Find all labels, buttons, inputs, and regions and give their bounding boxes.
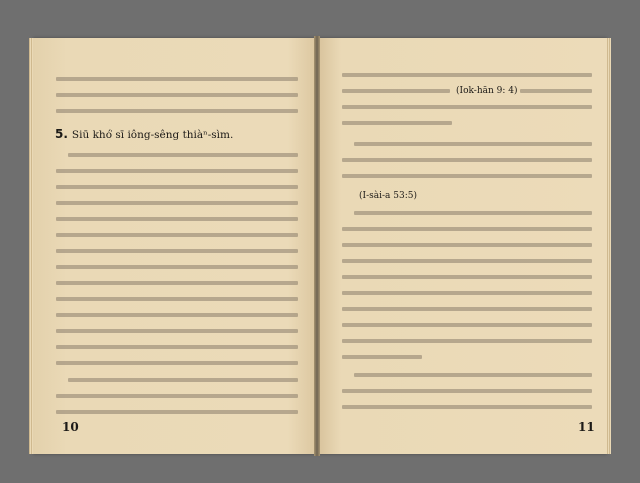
text-line	[56, 185, 298, 189]
text-line	[56, 297, 298, 301]
text-line	[342, 158, 592, 162]
left-page	[33, 38, 316, 454]
page-number-right: 11	[578, 420, 595, 434]
text-line	[354, 211, 592, 215]
text-line	[342, 339, 592, 343]
text-line	[354, 373, 592, 377]
text-line	[56, 169, 298, 173]
text-line	[56, 329, 298, 333]
text-line	[342, 389, 592, 393]
book-gutter	[314, 36, 320, 456]
page-number-left: 10	[62, 420, 79, 434]
text-line	[68, 378, 298, 382]
text-line	[342, 243, 592, 247]
text-line	[56, 281, 298, 285]
text-line	[342, 121, 452, 125]
section-heading	[55, 127, 233, 141]
text-line	[342, 105, 592, 109]
text-line	[56, 265, 298, 269]
text-line	[342, 405, 592, 409]
page-edge	[29, 38, 33, 454]
section-number: 5.	[55, 127, 68, 141]
text-line	[342, 307, 592, 311]
text-line	[56, 77, 298, 81]
text-line	[342, 227, 592, 231]
text-line	[342, 174, 592, 178]
text-line	[342, 73, 592, 77]
text-line	[56, 313, 298, 317]
citation-2: (I-sài-a 53:5)	[359, 191, 417, 201]
text-line	[354, 142, 592, 146]
text-line	[56, 93, 298, 97]
page-edge	[607, 38, 611, 454]
text-line	[56, 201, 298, 205]
text-line	[342, 291, 592, 295]
text-line	[56, 394, 298, 398]
text-line	[520, 89, 592, 93]
text-line	[342, 275, 592, 279]
text-line	[342, 89, 450, 93]
text-line	[56, 249, 298, 253]
text-line	[56, 410, 298, 414]
citation-1: (Iok-hān 9: 4)	[456, 86, 518, 96]
text-line	[56, 217, 298, 221]
section-title: Siū khó͘ sī iông-sêng thiàⁿ-sìm.	[71, 129, 234, 141]
text-line	[56, 345, 298, 349]
text-line	[68, 153, 298, 157]
text-line	[342, 355, 422, 359]
text-line	[56, 233, 298, 237]
text-line	[342, 259, 592, 263]
text-line	[56, 109, 298, 113]
text-line	[342, 323, 592, 327]
text-line	[56, 361, 298, 365]
